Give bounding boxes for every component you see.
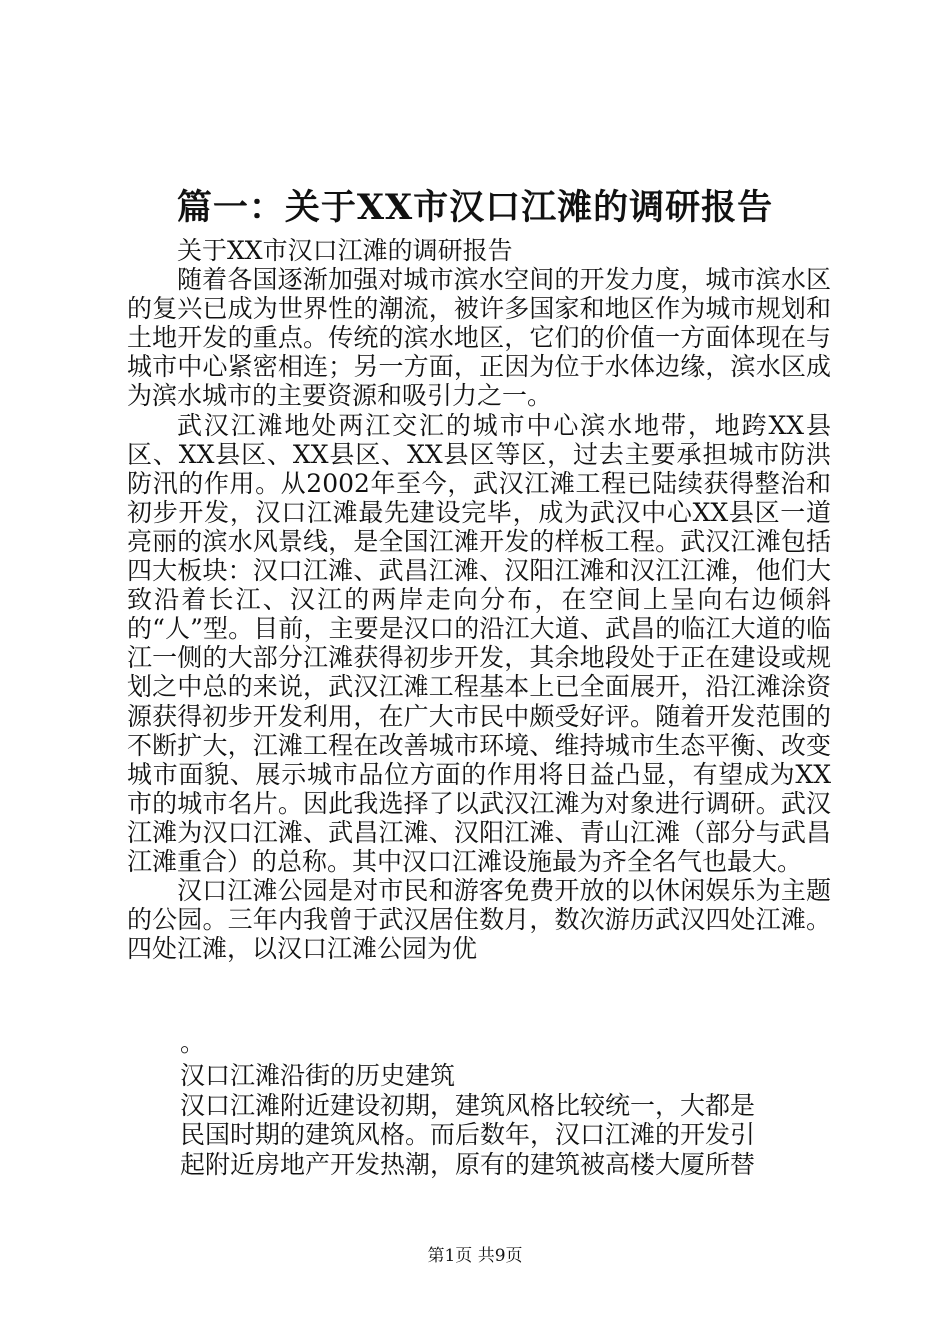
page-footer: 第1页 共9页	[427, 1246, 523, 1266]
section-line-3: 起附近房地产开发热潮，原有的建筑被高楼大厦所替	[180, 1149, 756, 1179]
report-subtitle: 关于XX市汉口江滩的调研报告	[177, 236, 513, 265]
paragraph-2: 武汉江滩地处两江交汇的城市中心滨水地带，地跨XX县区、XX县区、XX县区、XX县区等区，过去主要承担城市防洪防汛的作用。从2002年至今，武汉江滩工程已陆续获得整治和初步开发，汉口江滩最先建设完毕，成为武汉中心XX县区一道亮丽的滨水风景线，是全国江滩开发的样板工程。武汉江滩包括四大板块：汉口江滩、武昌江滩、汉阳江滩和汉江江滩，他们大致沿着长江、汉江的两岸走向分布，在空间上呈向右边倾斜的“人”型。目前，主要是汉口的沿江大道、武昌的临江大道的临江一侧的大部分江滩获得初步开发，其余地段处于正在建设或规划之中总的来说，武汉江滩工程基本上已全面展开，沿江滩涂资源获得初步开发利用，在广大市民中颇受好评。随着开发范围的不断扩大，江滩工程在改善城市环境、维持城市生态平衡、改变城市面貌、展示城市品位方面的作用将日益凸显，有望成为XX市的城市名片。因此我选择了以武汉江滩为对象进行调研。武汉江滩为汉口江滩、武昌江滩、汉阳江滩、青山江滩（部分与武昌江滩重合）的总称。其中汉口江滩设施最为齐全名气也最大。	[127, 410, 831, 876]
section-line-1: 汉口江滩附近建设初期，建筑风格比较统一，大都是	[180, 1090, 756, 1120]
section-heading: 汉口江滩沿街的历史建筑	[180, 1061, 456, 1091]
section-line-2: 民国时期的建筑风格。而后数年，汉口江滩的开发引	[180, 1120, 756, 1150]
document-title: 篇一：关于XX市汉口江滩的调研报告	[176, 187, 774, 228]
section-block	[180, 1028, 770, 1179]
paragraph-3: 汉口江滩公园是对市民和游客免费开放的以休闲娱乐为主题的公园。三年内我曾于武汉居住数月，数次游历武汉四处江滩。四处江滩，以汉口江滩公园为优	[127, 876, 831, 964]
stray-period: 。	[180, 1028, 206, 1057]
document-body	[127, 236, 831, 963]
paragraph-1: 随着各国逐渐加强对城市滨水空间的开发力度，城市滨水区的复兴已成为世界性的潮流，被许多国家和地区作为城市规划和土地开发的重点。传统的滨水地区，它们的价值一方面体现在与城市中心紧密相连；另一方面，正因为位于水体边缘，滨水区成为滨水城市的主要资源和吸引力之一。	[127, 265, 831, 411]
